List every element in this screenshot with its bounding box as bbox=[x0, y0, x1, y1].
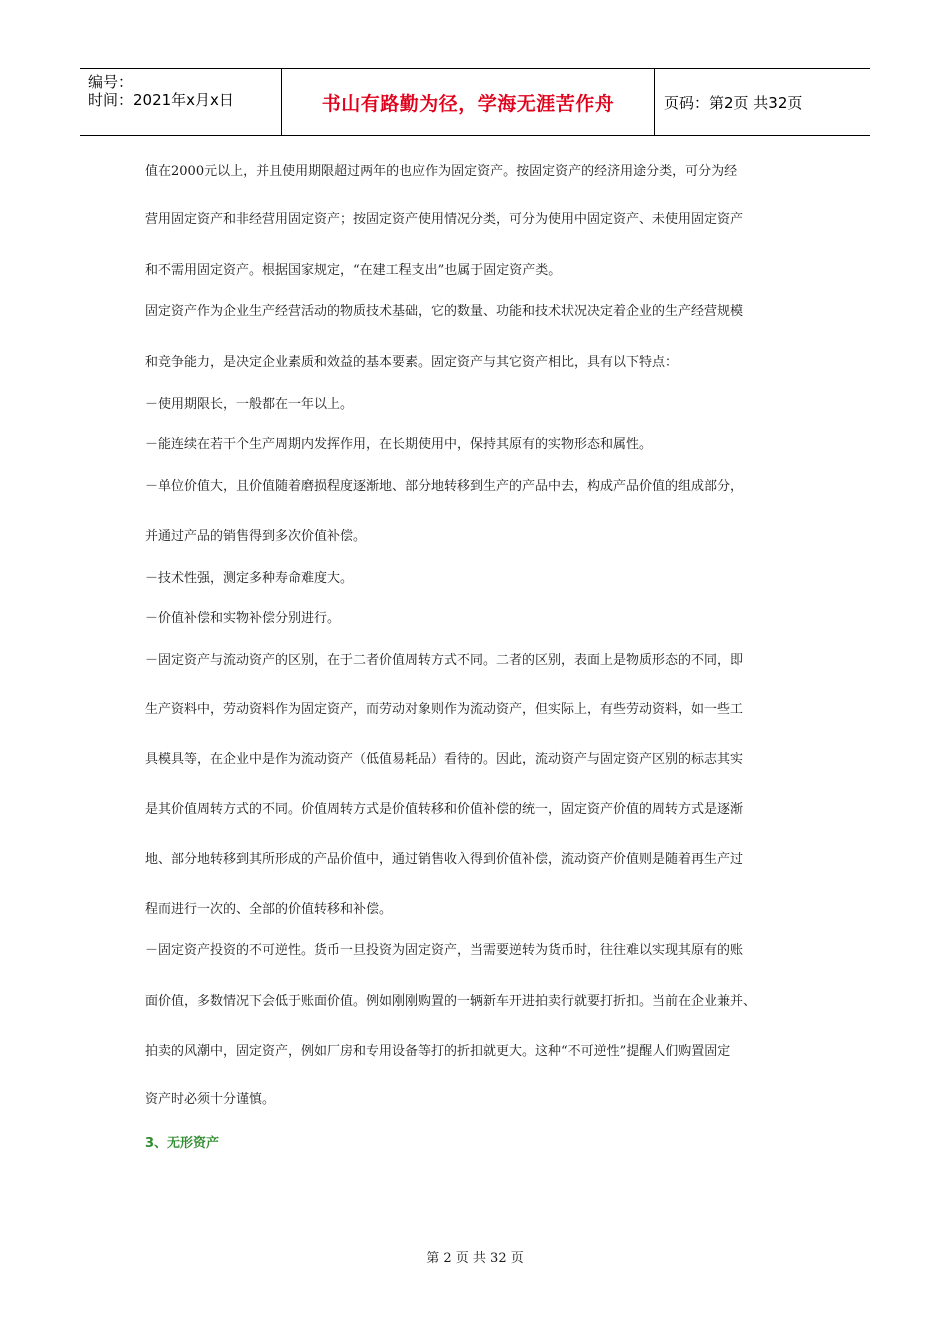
paragraph-line: －使用期限长，一般都在一年以上。 bbox=[145, 397, 354, 412]
paragraph-line: 具模具等，在企业中是作为流动资产（低值易耗品）看待的。因此，流动资产与固定资产区别的标志其实 bbox=[145, 752, 744, 767]
paragraph-line: 营用固定资产和非经营用固定资产；按固定资产使用情况分类，可分为使用中固定资产、未使用固定资产 bbox=[145, 212, 744, 227]
paragraph-line: －技术性强，测定多种寿命难度大。 bbox=[145, 571, 354, 586]
paragraph-line: 拍卖的风潮中，固定资产，例如厂房和专用设备等打的折扣就更大。这种“不可逆性”提醒人们购置固定 bbox=[145, 1044, 731, 1059]
paragraph-line: 资产时必须十分谨慎。 bbox=[145, 1092, 276, 1107]
header-meta bbox=[88, 73, 278, 109]
page-header bbox=[80, 68, 870, 136]
paragraph-line: 面价值，多数情况下会低于账面价值。例如刚刚购置的一辆新车开进拍卖行就要打折扣。当前在企业兼并、 bbox=[145, 994, 757, 1009]
paragraph-line: －固定资产投资的不可逆性。货币一旦投资为固定资产，当需要逆转为货币时，往往难以实现其原有的账 bbox=[145, 943, 744, 958]
serial-number-label: 编号： bbox=[88, 73, 134, 91]
paragraph-line: 地、部分地转移到其所形成的产品价值中，通过销售收入得到价值补偿，流动资产价值则是随着再生产过 bbox=[145, 852, 744, 867]
paragraph-line: 生产资料中，劳动资料作为固定资产，而劳动对象则作为流动资产，但实际上，有些劳动资料，如一些工 bbox=[145, 702, 744, 717]
paragraph-line: 程而进行一次的、全部的价值转移和补偿。 bbox=[145, 902, 393, 917]
date-label: 时间：2021年x月x日 bbox=[88, 91, 234, 109]
paragraph-line: 和不需用固定资产。根据国家规定，“在建工程支出”也属于固定资产类。 bbox=[145, 263, 562, 278]
paragraph-line: 和竞争能力，是决定企业素质和效益的基本要素。固定资产与其它资产相比，具有以下特点： bbox=[145, 355, 679, 370]
paragraph-line: 是其价值周转方式的不同。价值周转方式是价值转移和价值补偿的统一，固定资产价值的周转方式是逐渐 bbox=[145, 802, 744, 817]
paragraph-line: －固定资产与流动资产的区别，在于二者价值周转方式不同。二者的区别，表面上是物质形态的不同，即 bbox=[145, 653, 744, 668]
paragraph-line: 固定资产作为企业生产经营活动的物质技术基础，它的数量、功能和技术状况决定着企业的生产经营规模 bbox=[145, 304, 744, 319]
header-divider-right bbox=[654, 69, 655, 135]
paragraph-line: －单位价值大，且价值随着磨损程度逐渐地、部分地转移到生产的产品中去，构成产品价值的组成部分， bbox=[145, 479, 744, 494]
paragraph-line: －能连续在若干个生产周期内发挥作用，在长期使用中，保持其原有的实物形态和属性。 bbox=[145, 437, 653, 452]
section-heading: 3、无形资产 bbox=[145, 1136, 220, 1151]
page-footer: 第 2 页 共 32 页 bbox=[426, 1251, 524, 1266]
paragraph-line: －价值补偿和实物补偿分别进行。 bbox=[145, 611, 341, 626]
paragraph-line: 并通过产品的销售得到多次价值补偿。 bbox=[145, 529, 367, 544]
paragraph-line: 值在2000元以上，并且使用期限超过两年的也应作为固定资产。按固定资产的经济用途分类，可分为经 bbox=[145, 164, 738, 179]
header-page-number: 页码：第2页 共32页 bbox=[664, 93, 803, 112]
header-motto: 书山有路勤为径，学海无涯苦作舟 bbox=[321, 92, 615, 115]
